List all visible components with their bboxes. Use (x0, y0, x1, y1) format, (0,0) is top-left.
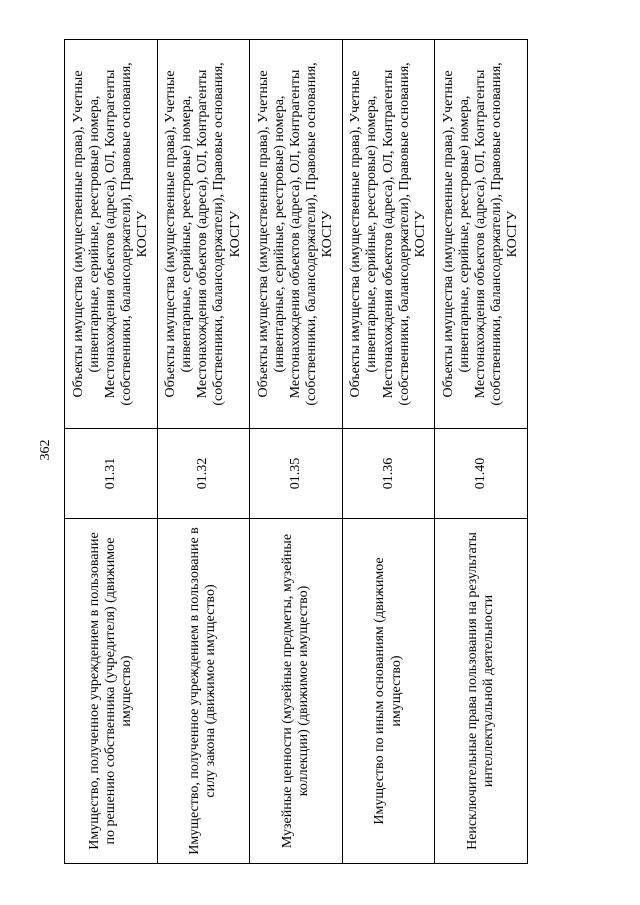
code-cell: 01.35 (250, 429, 343, 519)
attributes-cell: Объекты имущества (имущественные права), Учетные (инвентарные, серийные, реестровые) номера, Местонахождения объектов (адреса), ОЛ, Контрагенты (собственники, балансодержатели), Правовые основания, КОСГУ (250, 40, 343, 429)
code-cell: 01.32 (157, 429, 250, 519)
code-cell: 01.31 (65, 429, 158, 519)
table-row (250, 40, 343, 864)
attributes-cell: Объекты имущества (имущественные права), Учетные (инвентарные, серийные, реестровые) номера, Местонахождения объектов (адреса), ОЛ, Контрагенты (собственники, балансодержатели), Правовые основания, КОСГУ (65, 40, 158, 429)
page-number: 362 (38, 439, 53, 461)
code-cell: 01.40 (435, 429, 528, 519)
table-row (65, 40, 158, 864)
property-cell: Имущество, полученное учреждением в пользование в силу закона (движимое имущество) (157, 519, 250, 864)
attributes-cell: Объекты имущества (имущественные права), Учетные (инвентарные, серийные, реестровые) номера, Местонахождения объектов (адреса), ОЛ, Контрагенты (собственники, балансодержатели), Правовые основания, КОСГУ (157, 40, 250, 429)
code-cell: 01.36 (342, 429, 435, 519)
attributes-cell: Объекты имущества (имущественные права), Учетные (инвентарные, серийные, реестровые) номера, Местонахождения объектов (адреса), ОЛ, Контрагенты (собственники, балансодержатели), Правовые основания, КОСГУ (435, 40, 528, 429)
property-cell: Музейные ценности (музейные предметы, музейные коллекции) (движимое имущество) (250, 519, 343, 864)
table-row (342, 40, 435, 864)
property-cell: Имущество по иным основаниям (движимое имущество) (342, 519, 435, 864)
document-table-rotated (64, 40, 528, 864)
table-row (157, 40, 250, 864)
attributes-cell: Объекты имущества (имущественные права), Учетные (инвентарные, серийные, реестровые) номера, Местонахождения объектов (адреса), ОЛ, Контрагенты (собственники, балансодержатели), Правовые основания, КОСГУ (342, 40, 435, 429)
property-cell: Имущество, полученное учреждением в пользование по решению собственника (учредителя) (движимое имущество) (65, 519, 158, 864)
table-row (435, 40, 528, 864)
property-cell: Неисключительные права пользования на результаты интеллектуальной деятельности (435, 519, 528, 864)
property-accounts-table (64, 39, 528, 864)
